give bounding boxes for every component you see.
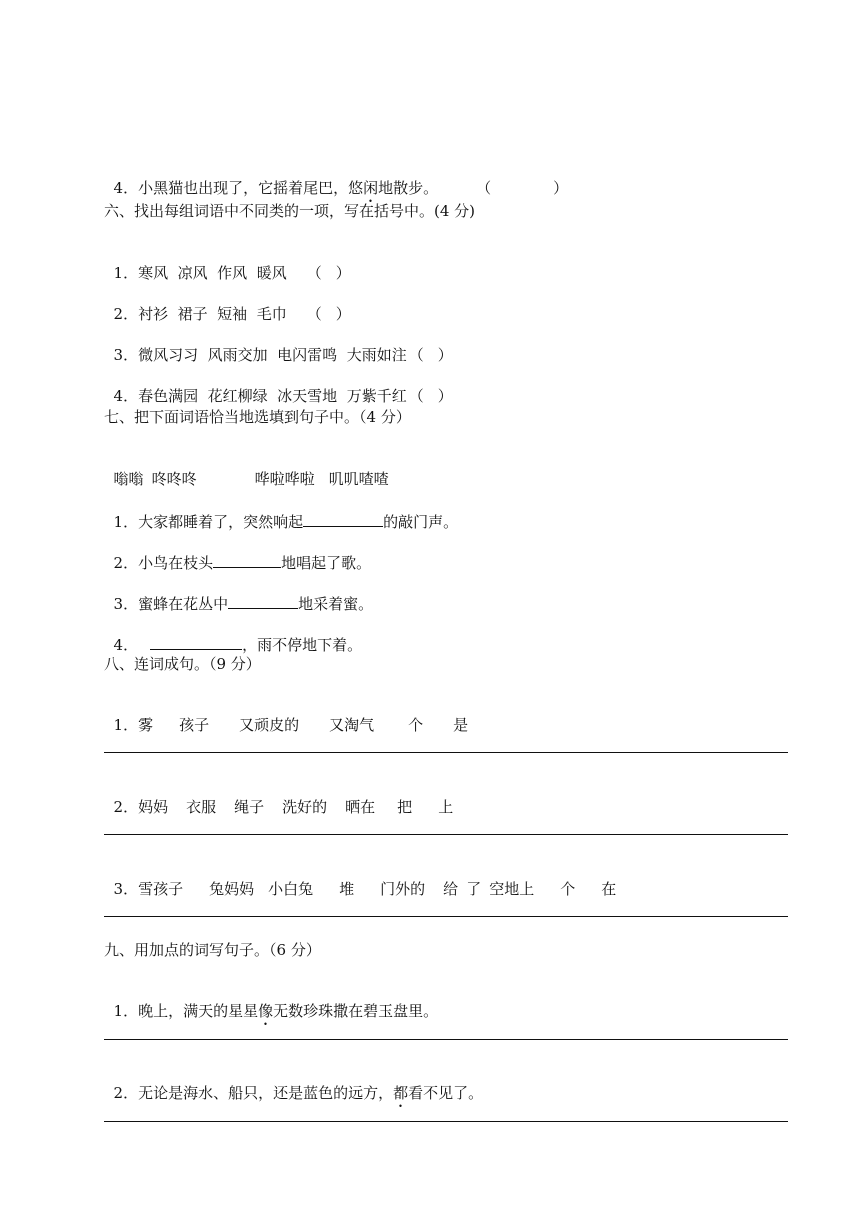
scrambled-word: 个 bbox=[408, 716, 424, 734]
question-text: 1．晚上，满天的星星 bbox=[113, 1002, 259, 1020]
question-text: 看不见了。 bbox=[408, 1084, 484, 1102]
paren-open: （ bbox=[306, 264, 322, 282]
question-line bbox=[104, 490, 458, 532]
question-line bbox=[104, 613, 362, 655]
section-heading: 八、连词成句。（9 分） bbox=[104, 655, 261, 673]
scrambled-word: 又顽皮的 bbox=[239, 716, 300, 734]
paren-close: ） bbox=[437, 387, 453, 405]
question-line bbox=[104, 325, 453, 365]
question-line bbox=[104, 158, 568, 206]
dotted-character: 像 bbox=[258, 1002, 274, 1020]
scrambled-word: 个 bbox=[560, 880, 576, 898]
question-text: 3．蜜蜂在花丛中 bbox=[113, 595, 229, 613]
scrambled-word: 空地上 bbox=[489, 880, 535, 898]
question-line bbox=[104, 284, 351, 324]
question-text: 1．寒风 凉风 作风 暖风 bbox=[113, 264, 287, 282]
question-line bbox=[104, 243, 351, 283]
scrambled-word: 雪孩子 bbox=[138, 880, 184, 898]
question-text: 4．小黑猫也出现了，它摇着尾巴，悠 bbox=[113, 179, 364, 197]
scrambled-word: 是 bbox=[453, 716, 469, 734]
scrambled-word: 堆 bbox=[339, 880, 355, 898]
answer-line[interactable] bbox=[104, 752, 788, 753]
answer-line[interactable] bbox=[104, 834, 788, 835]
scrambled-word: 妈妈 bbox=[138, 798, 169, 816]
word-bank-item: 嗡嗡 bbox=[113, 470, 144, 488]
question-text: 的敲门声。 bbox=[383, 513, 459, 531]
fill-blank[interactable] bbox=[150, 633, 242, 650]
scrambled-word: 门外的 bbox=[380, 880, 426, 898]
scrambled-word: 洗好的 bbox=[282, 798, 328, 816]
question-text: 无数珍珠撒在碧玉盘里。 bbox=[273, 1002, 439, 1020]
paren-close: ） bbox=[437, 346, 453, 364]
question-text: 3．微风习习 风雨交加 电闪雷鸣 大雨如注 bbox=[113, 346, 407, 364]
answer-line[interactable] bbox=[104, 916, 788, 917]
scrambled-word: 孩子 bbox=[179, 716, 210, 734]
scrambled-word: 兔妈妈 bbox=[209, 880, 255, 898]
scrambled-word: 上 bbox=[438, 798, 454, 816]
section-heading: 六、找出每组词语中不同类的一项，写在括号中。(4 分) bbox=[104, 202, 476, 220]
paren-close: ） bbox=[335, 264, 351, 282]
scrambled-word: 雾 bbox=[138, 716, 154, 734]
fill-blank[interactable] bbox=[228, 592, 298, 609]
word-bank bbox=[104, 449, 389, 489]
scrambled-word: 给 bbox=[443, 880, 459, 898]
scrambled-word: 在 bbox=[601, 880, 617, 898]
question-text: 4． bbox=[113, 636, 139, 654]
question-line bbox=[104, 572, 373, 614]
word-order-question bbox=[104, 695, 468, 735]
fill-blank[interactable] bbox=[303, 510, 383, 527]
question-text: 地唱起了歌。 bbox=[281, 554, 372, 572]
paren-close: ） bbox=[553, 179, 569, 197]
answer-line[interactable] bbox=[104, 1039, 788, 1040]
section-heading: 九、用加点的词写句子。（6 分） bbox=[104, 941, 321, 959]
scrambled-word: 了 bbox=[466, 880, 482, 898]
question-text: 地散步。 bbox=[378, 179, 439, 197]
paren-open: （ bbox=[408, 346, 424, 364]
question-line bbox=[104, 981, 438, 1029]
question-text: 4．春色满园 花红柳绿 冰天雪地 万紫千红 bbox=[113, 387, 407, 405]
word-order-question bbox=[104, 777, 453, 817]
word-order-question bbox=[104, 859, 616, 899]
scrambled-word: 衣服 bbox=[186, 798, 217, 816]
question-text: ，雨不停地下着。 bbox=[242, 636, 363, 654]
word-bank-item: 哗啦哗啦 bbox=[254, 470, 315, 488]
fill-blank[interactable] bbox=[213, 551, 281, 568]
section-heading: 七、把下面词语恰当地选填到句子中。（4 分） bbox=[104, 408, 411, 426]
word-bank-item: 咚咚咚 bbox=[151, 470, 197, 488]
question-number: 3． bbox=[113, 880, 139, 898]
scrambled-word: 又淘气 bbox=[329, 716, 375, 734]
question-number: 2． bbox=[113, 798, 139, 816]
question-line bbox=[104, 531, 371, 573]
scrambled-word: 晒在 bbox=[345, 798, 376, 816]
question-text: 1．大家都睡着了，突然响起 bbox=[113, 513, 304, 531]
paren-open: （ bbox=[408, 387, 424, 405]
question-line bbox=[104, 366, 453, 406]
word-bank-item: 叽叽喳喳 bbox=[328, 470, 389, 488]
paren-open: （ bbox=[306, 305, 322, 323]
question-line bbox=[104, 1063, 483, 1111]
question-text: 2．衬衫 裙子 短袖 毛巾 bbox=[113, 305, 287, 323]
dotted-character: 闲 bbox=[363, 179, 379, 197]
scrambled-word: 绳子 bbox=[234, 798, 265, 816]
question-text: 2．无论是海水、船只，还是蓝色的远方， bbox=[113, 1084, 394, 1102]
paren-open: （ bbox=[476, 179, 492, 197]
answer-line[interactable] bbox=[104, 1121, 788, 1122]
question-number: 1． bbox=[113, 716, 139, 734]
scrambled-word: 小白兔 bbox=[268, 880, 314, 898]
dotted-character: 都 bbox=[393, 1084, 409, 1102]
scrambled-word: 把 bbox=[397, 798, 413, 816]
question-text: 2．小鸟在枝头 bbox=[113, 554, 214, 572]
paren-close: ） bbox=[335, 305, 351, 323]
question-text: 地采着蜜。 bbox=[298, 595, 374, 613]
